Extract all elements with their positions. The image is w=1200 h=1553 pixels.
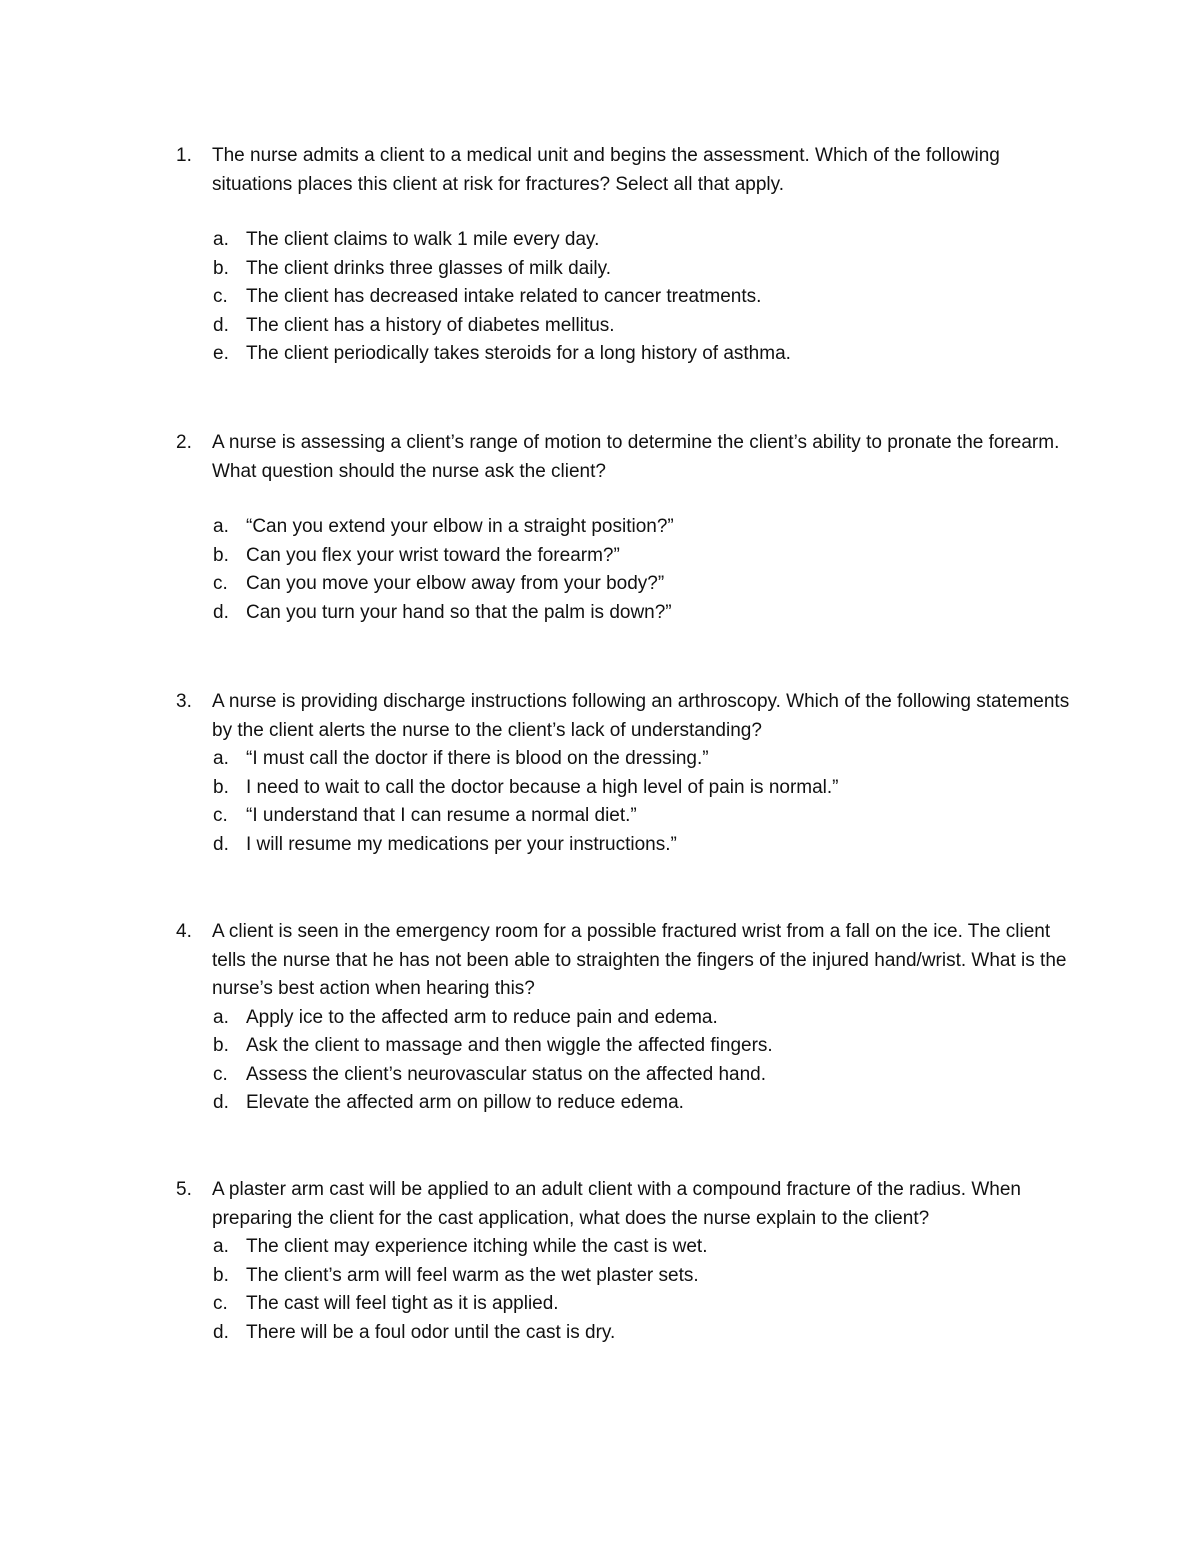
option-letter: d. [213, 1092, 229, 1113]
options-list [176, 1233, 1076, 1347]
option-letter: c. [213, 286, 228, 307]
question-text: A nurse is providing discharge instructions following an arthroscopy. Which of the following statements by the client alerts the nurse to the client’s lack of understanding? [212, 691, 1070, 741]
option-letter: a. [213, 1006, 229, 1028]
option-letter: a. [213, 516, 229, 537]
option-a [176, 513, 1076, 542]
option-letter: b. [213, 257, 229, 279]
options-list [176, 1004, 1076, 1118]
question-text: The nurse admits a client to a medical unit and begins the assessment. Which of the following situations places this client at risk for fractures? Select all that apply. [212, 145, 1000, 195]
option-a [176, 745, 1076, 774]
option-letter: a. [213, 229, 229, 250]
question-2 [176, 429, 1076, 627]
option-text: The cast will feel tight as it is applied. [246, 1293, 559, 1314]
options-list [176, 226, 1076, 369]
option-letter: b. [213, 1035, 229, 1056]
option-b [176, 1262, 1076, 1291]
option-e [176, 340, 1076, 369]
options-list [176, 745, 1076, 859]
options-list [176, 513, 1076, 627]
option-text: Elevate the affected arm on pillow to reduce edema. [246, 1092, 684, 1113]
option-letter: b. [213, 544, 229, 566]
option-letter: d. [213, 314, 229, 336]
option-a [176, 1233, 1076, 1262]
option-b [176, 774, 1076, 803]
option-text: The client drinks three glasses of milk daily. [246, 257, 612, 279]
option-text: The client has a history of diabetes mellitus. [246, 314, 615, 336]
question-stem [176, 142, 1076, 199]
question-stem [176, 688, 1076, 745]
option-letter: c. [213, 1293, 228, 1314]
option-letter: d. [213, 833, 229, 855]
option-d [176, 599, 1076, 628]
option-text: I need to wait to call the doctor because a high level of pain is normal.” [246, 776, 839, 798]
option-c [176, 283, 1076, 312]
question-5 [176, 1176, 1076, 1347]
question-number: 5. [176, 1179, 192, 1200]
option-letter: b. [213, 1264, 229, 1286]
option-text: The client claims to walk 1 mile every day. [246, 229, 600, 250]
question-number: 3. [176, 691, 192, 712]
question-stem [176, 1176, 1076, 1233]
option-letter: d. [213, 601, 229, 623]
option-c [176, 802, 1076, 831]
option-letter: b. [213, 776, 229, 798]
option-text: Can you flex your wrist toward the forearm?” [246, 544, 620, 566]
option-text: “I must call the doctor if there is blood on the dressing.” [246, 748, 709, 769]
option-d [176, 312, 1076, 341]
option-letter: c. [213, 805, 228, 826]
option-d [176, 1089, 1076, 1118]
question-text: A plaster arm cast will be applied to an adult client with a compound fracture of the radius. When preparing the client for the cast application, what does the nurse explain to the client? [212, 1179, 1021, 1229]
option-text: Can you turn your hand so that the palm is down?” [246, 601, 672, 623]
option-text: Apply ice to the affected arm to reduce pain and edema. [246, 1006, 718, 1028]
option-b [176, 1032, 1076, 1061]
question-3 [176, 688, 1076, 859]
question-number: 1. [176, 145, 192, 166]
option-text: The client periodically takes steroids for a long history of asthma. [246, 343, 791, 364]
option-text: Ask the client to massage and then wiggle the affected fingers. [246, 1035, 773, 1056]
option-c [176, 1061, 1076, 1090]
option-text: The client’s arm will feel warm as the wet plaster sets. [246, 1264, 699, 1286]
option-c [176, 1290, 1076, 1319]
question-4 [176, 918, 1076, 1118]
option-d [176, 831, 1076, 860]
question-stem [176, 918, 1076, 1004]
option-text: Can you move your elbow away from your body?” [246, 573, 665, 594]
option-text: “I understand that I can resume a normal diet.” [246, 805, 637, 826]
option-letter: a. [213, 1236, 229, 1257]
option-letter: a. [213, 748, 229, 769]
option-text: The client has decreased intake related to cancer treatments. [246, 286, 762, 307]
option-text: There will be a foul odor until the cast is dry. [246, 1321, 616, 1343]
question-number: 4. [176, 921, 192, 942]
question-text: A nurse is assessing a client’s range of motion to determine the client’s ability to pronate the forearm. What question should the nurse ask the client? [212, 432, 1060, 482]
option-c [176, 570, 1076, 599]
option-letter: e. [213, 343, 229, 364]
option-a [176, 1004, 1076, 1033]
option-letter: c. [213, 573, 228, 594]
option-text: “Can you extend your elbow in a straight position?” [246, 516, 674, 537]
option-b [176, 255, 1076, 284]
question-text: A client is seen in the emergency room for a possible fractured wrist from a fall on the ice. The client tells the nurse that he has not been able to straighten the fingers of the injured hand/wrist. What is the nurse’s best action when hearing this? [212, 921, 1067, 999]
option-text: The client may experience itching while the cast is wet. [246, 1236, 708, 1257]
question-1 [176, 142, 1076, 369]
option-letter: d. [213, 1321, 229, 1343]
option-letter: c. [213, 1063, 228, 1085]
question-number: 2. [176, 432, 192, 453]
option-d [176, 1319, 1076, 1348]
option-a [176, 226, 1076, 255]
option-b [176, 542, 1076, 571]
option-text: I will resume my medications per your instructions.” [246, 833, 677, 855]
option-text: Assess the client’s neurovascular status on the affected hand. [246, 1063, 767, 1085]
question-stem [176, 429, 1076, 486]
